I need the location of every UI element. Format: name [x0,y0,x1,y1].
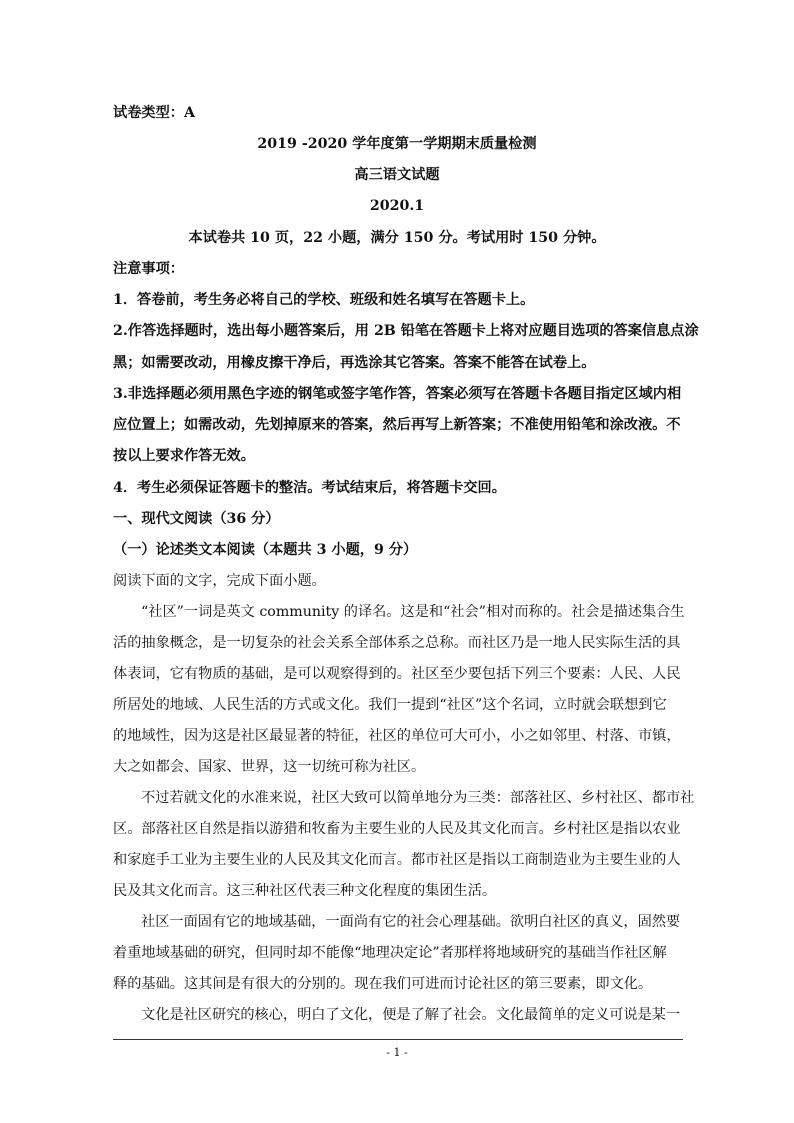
notice-item: 4．考生必须保证答题卡的整洁。考试结束后，将答题卡交回。 [113,480,506,496]
section-subheading: （一）论述类文本阅读（本题共 3 小题，9 分） [113,542,418,558]
section-instruction: 阅读下面的文字，完成下面小题。 [113,573,326,589]
passage-line: 不过若就文化的水准来说，社区大致可以简单地分为三类：部落社区、乡村社区、都市社 [141,790,695,806]
passage-line: 大之如都会、国家、世界，这一切统可称为社区。 [113,759,426,775]
passage-line: 所居处的地域、人民生活的方式或文化。我们一提到“社区”这个名词，立时就会联想到它 [113,697,667,713]
footer-divider [113,1039,683,1040]
passage-line: 民及其文化而言。这三种社区代表三种文化程度的集团生活。 [113,883,497,899]
passage-line: 着重地域基础的研究，但同时却不能像“地理决定论”者那样将地域研究的基础当作社区解 [113,945,667,961]
notice-item: 3.非选择题必须用黑色字迹的钢笔或签字笔作答，答案必须写在答题卡各题目指定区域内相 [113,386,682,402]
notice-item: 2.作答选择题时，选出每小题答案后，用 2B 铅笔在答题卡上将对应题目选项的答案信息点涂 [113,323,699,339]
notice-heading: 注意事项： [113,261,184,277]
exam-info: 本试卷共 10 页，22 小题，满分 150 分。考试用时 150 分钟。 [188,230,606,246]
passage-line: “社区”一词是英文 community 的译名。这是和“社会”相对而称的。社会是描述集合生 [141,604,685,620]
exam-date: 2020.1 [369,198,425,214]
exam-title: 2019 -2020 学年度第一学期期末质量检测 [257,136,537,152]
passage-line: 文化是社区研究的核心，明白了文化，便是了解了社会。文化最简单的定义可说是某一 [141,1007,681,1023]
paper-type: 试卷类型：A [113,105,195,121]
passage-line: 活的抽象概念，是一切复杂的社会关系全部体系之总称。而社区乃是一地人民实际生活的具 [113,635,681,651]
notice-item: 按以上要求作答无效。 [113,448,255,464]
notice-item: 黑；如需要改动，用橡皮擦干净后，再选涂其它答案。答案不能答在试卷上。 [113,355,596,371]
passage-line: 和家庭手工业为主要生业的人民及其文化而言。都市社区是指以工商制造业为主要生业的人 [113,852,681,868]
passage-line: 区。部落社区自然是指以游猎和牧畜为主要生业的人民及其文化而言。乡村社区是指以农业 [113,821,681,837]
passage-line: 社区一面固有它的地域基础，一面尚有它的社会心理基础。欲明白社区的真义，固然要 [141,914,681,930]
page-number: - 1 - [386,1046,408,1059]
subject-title: 高三语文试题 [354,167,440,183]
passage-line: 体表词，它有物质的基础，是可以观察得到的。社区至少要包括下列三个要素：人民、人民 [113,666,681,682]
notice-item: 应位置上；如需改动，先划掉原来的答案，然后再写上新答案；不准使用铅笔和涂改液。不 [113,417,681,433]
section-heading: 一、现代文阅读（36 分） [113,511,280,527]
notice-item: 1．答卷前，考生务必将自己的学校、班级和姓名填写在答题卡上。 [113,292,535,308]
passage-line: 的地域性，因为这是社区最显著的特征，社区的单位可大可小，小之如邻里、村落、市镇， [113,728,681,744]
passage-line: 释的基础。这其间是有很大的分别的。现在我们可进而讨论社区的第三要素，即文化。 [113,976,653,992]
